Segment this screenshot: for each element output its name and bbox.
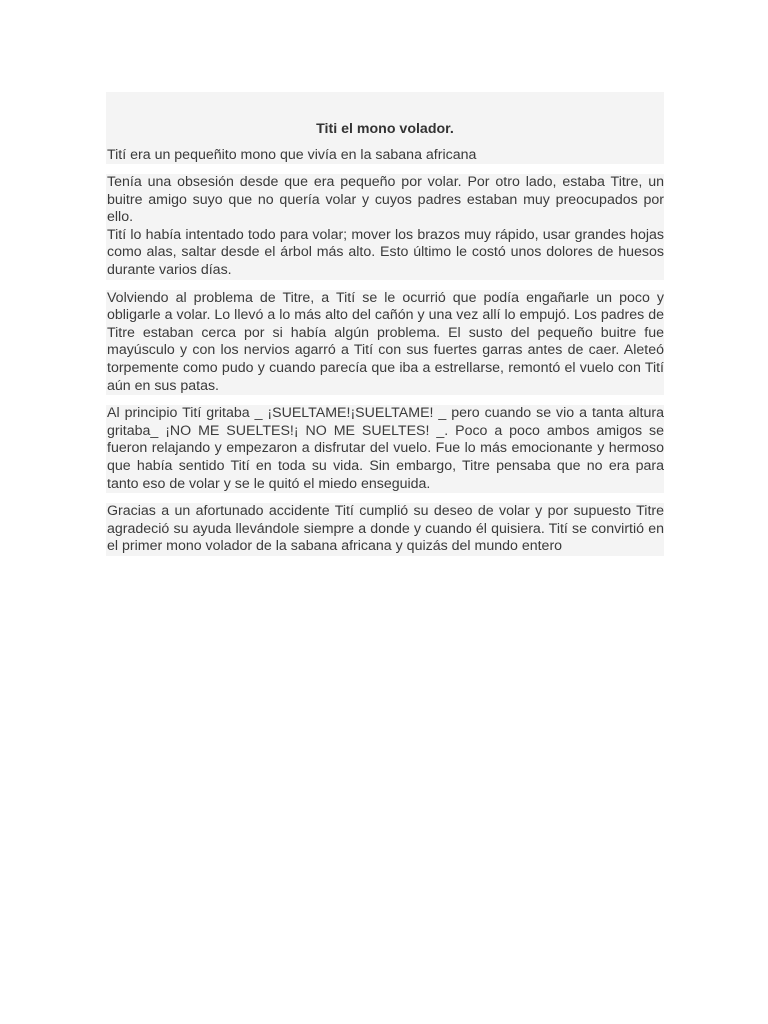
document-page [106, 92, 664, 556]
document-title: Titi el mono volador. [316, 121, 454, 137]
paragraph-4: Al principio Tití gritaba _ ¡SUELTAME!¡SUELTAME! _ pero cuando se vio a tanta altura gritaba_ ¡NO ME SUELTES!¡ NO ME SUELTES! _. Poco a poco ambos amigos se fueron relajando y empezaron a disfrutar del vuelo. Fue lo más emocionante y hermoso que había sentido Tití en toda su vida. Sin embargo, Titre pensaba que no era para tanto eso de volar y se le quitó el miedo enseguida. [107, 405, 664, 492]
paragraph-5: Gracias a un afortunado accidente Tití cumplió su deseo de volar y por supuesto Titre agradeció su ayuda llevándole siempre a donde y cuando él quisiera. Tití se convirtió en el primer mono volador de la sabana africana y quizás del mundo entero [107, 503, 664, 555]
spacer [106, 493, 664, 503]
paragraph-2: Tití lo había intentado todo para volar; mover los brazos muy rápido, usar grandes hojas como alas, saltar desde el árbol más alto. Esto último le costó unos dolores de huesos durante varios días. [107, 226, 664, 278]
spacer [106, 280, 664, 290]
spacer [106, 395, 664, 405]
intro-line: Tití era un pequeñito mono que vivía en la sabana africana [107, 147, 477, 163]
spacer [106, 164, 664, 174]
paragraph-3: Volviendo al problema de Titre, a Tití se le ocurrió que podía engañarle un poco y obligarle a volar. Lo llevó a lo más alto del cañón y una vez allí lo empujó. Los padres de Titre estaban cerca por si había algún problema. El susto del pequeño buitre fue mayúsculo y con los nervios agarró a Tití con sus fuertes garras antes de caer. Aleteó torpemente como pudo y cuando parecía que iba a estrellarse, remontó el vuelo con Tití aún en sus patas. [107, 289, 664, 394]
paragraph-1: Tenía una obsesión desde que era pequeño por volar. Por otro lado, estaba Titre, un buitre amigo suyo que no quería volar y cuyos padres estaban muy preocupados por ello. [107, 174, 664, 226]
title-block [106, 92, 664, 164]
